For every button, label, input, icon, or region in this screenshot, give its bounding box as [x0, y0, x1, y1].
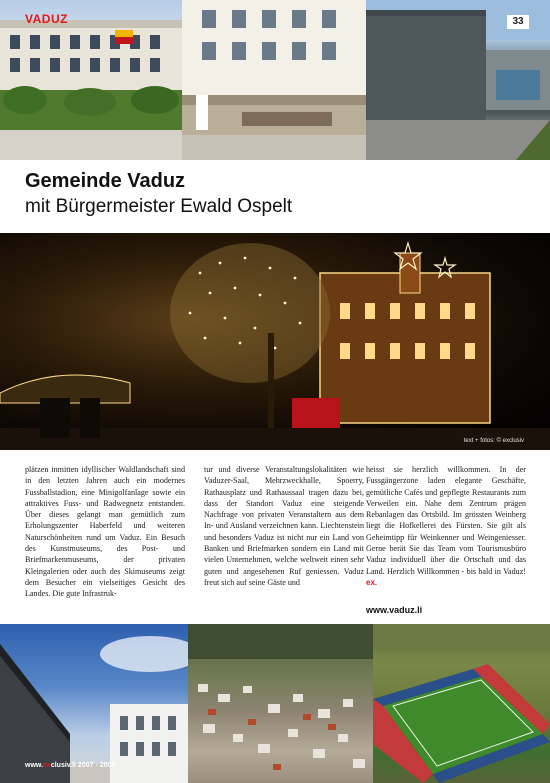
- cafe-street-illustration: [182, 0, 366, 160]
- photo-credit: text + fotos: © exclusiv: [463, 438, 524, 444]
- modern-building-illustration: [0, 624, 188, 783]
- photo-night-square: [0, 233, 550, 450]
- night-square-illustration: [0, 233, 550, 450]
- article-column-3: [366, 464, 526, 588]
- section-tag: VADUZ: [25, 12, 68, 26]
- article-title: Gemeinde Vaduz: [25, 170, 186, 192]
- article-subtitle: mit Bürgermeister Ewald Ospelt: [25, 196, 293, 217]
- article-column-1: plätzen inmitten idyllischer Waldlandschaft sind in den letzten Jahren auch ein modernes Fussballstadion, eine Minigolfanlage sowie ein attraktives Fuss- und Radwegnetz entstanden. Über dieses gelangt man gemütlich zum Erholungszenter Haberfeld und weiteren Naturschönheiten rund um Vaduz. Ein Besuch des Kunstmuseums, des Post- und Briefmarkenmuseums, der privaten Kleingalerien oder auch des Skimuseums zeigt dem Besucher ein vielseitiges Gesicht des Landes. Die gute Infrastruk-: [25, 465, 185, 599]
- photo-aerial-town: [188, 624, 373, 783]
- article-column-3-text: heisst sie herzlich willkommen. In der Fussgängerzone laden elegante Geschäfte, gemütliche Cafés und gepflegte Restaurants zum Verweilen ein. Nahe dem Zentrum prägen Rebanlagen das Ortsbild. Im grössten Weinberg liegt die Hofkellerei des Fürsten. Sie gilt als Geheimtipp für Weinkenner und Weingeniesser. Gerne berät Sie das Team vom Tourismusbüro Vaduz individuell über die Ortschaft und das Land. Herzlich Willkommen - bis bald in Vaduz!: [366, 465, 526, 576]
- footer-url: [25, 762, 115, 769]
- footer-suffix: clusiv.li 2007 - 2008: [50, 762, 116, 769]
- photo-football-stadium: [373, 624, 550, 783]
- photo-cafe-street: [182, 0, 366, 160]
- end-mark: ex.: [366, 577, 378, 587]
- footer-prefix: www.: [25, 762, 44, 769]
- aerial-town-illustration: [188, 624, 373, 783]
- photo-modern-building: [0, 624, 188, 783]
- stadium-illustration: [373, 624, 550, 783]
- footer-brand: ex: [43, 762, 51, 769]
- article-column-2: tur und diverse Veranstaltungslokalitäten wie Vaduzer-Saal, Mehrzweckhalle, Spoerry, Rathausplatz und Rathaussaal tragen dazu bei, dass der Standort Vaduz eine steigende Nachfrage von privaten Veranstaltern aus dem In- und Ausland verzeichnen kann. Liechtenstein und besonders Vaduz ist nicht nur ein Land von Banken und Briefmarken sondern ein Land mit vielen Unternehmen, welche weltweit einen sehr guten und angesehenen Ruf geniessen. Vaduz freut sich auf seine Gäste und: [204, 465, 364, 587]
- page-number: 33: [507, 15, 529, 29]
- website-link[interactable]: www.vaduz.li: [366, 605, 423, 615]
